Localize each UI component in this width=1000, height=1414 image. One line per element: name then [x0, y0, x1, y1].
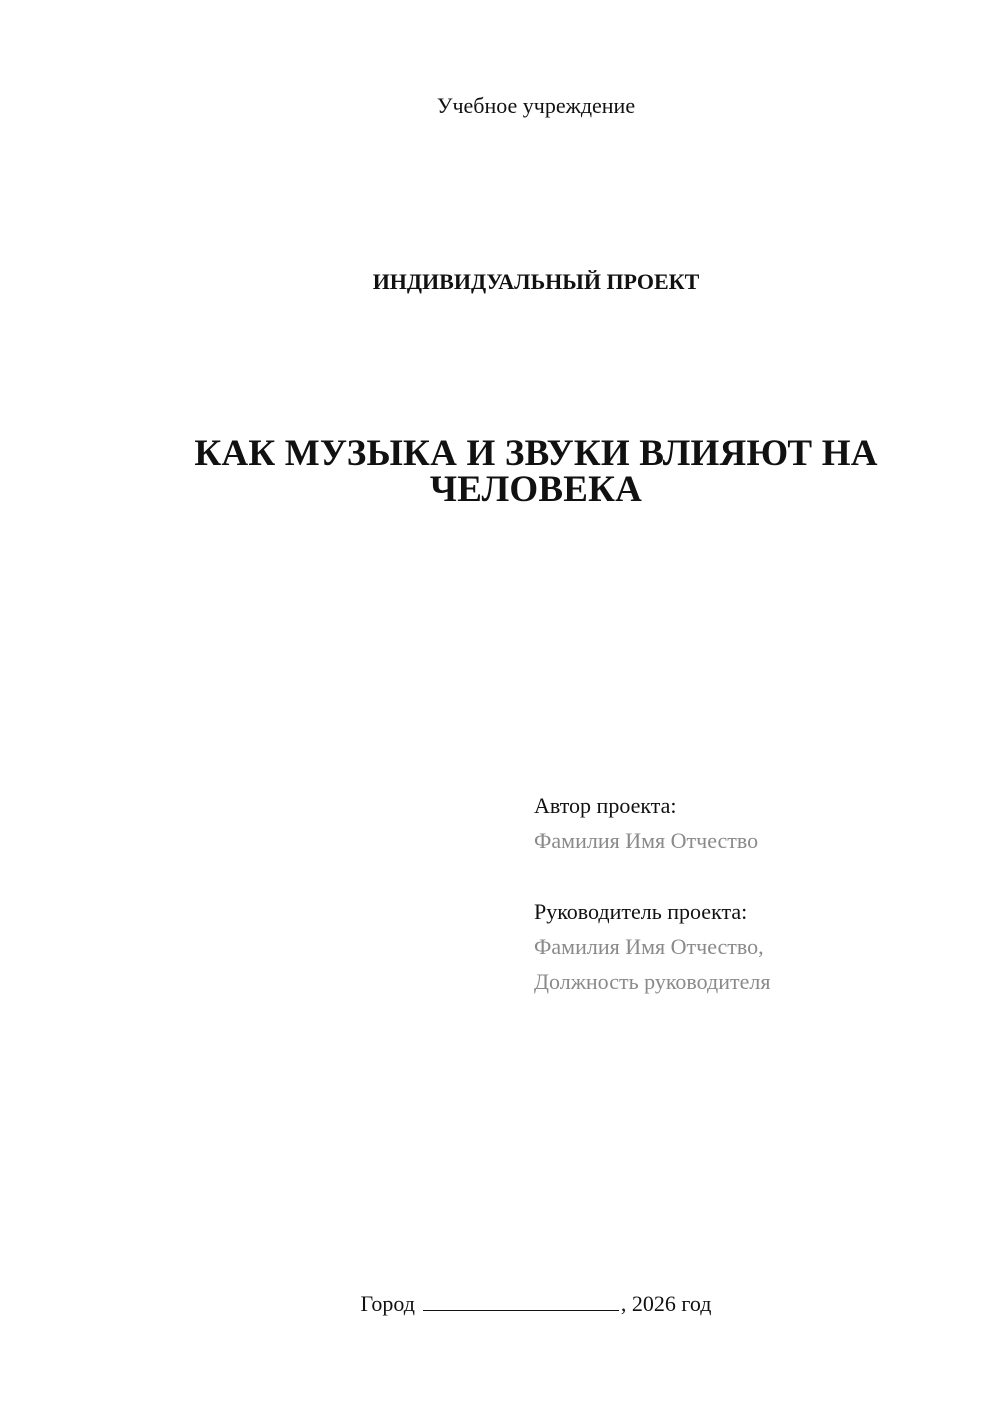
- supervisor-label: Руководитель проекта:: [534, 899, 748, 924]
- institution-name: Учебное учреждение: [436, 93, 636, 118]
- author-label: Автор проекта:: [534, 793, 677, 818]
- city-year-line: [0, 1290, 1000, 1318]
- project-type-heading: ИНДИВИДУАЛЬНЫЙ ПРОЕКТ: [372, 269, 700, 294]
- city-label: Город: [360, 1291, 415, 1316]
- city-blank-line: [423, 1290, 619, 1311]
- project-info-block: [534, 788, 974, 999]
- supervisor-position: Должность руководителя: [534, 969, 771, 994]
- info-spacer: [534, 858, 974, 894]
- year-text: , 2026 год: [620, 1291, 712, 1316]
- author-name: Фамилия Имя Отчество: [534, 828, 759, 853]
- supervisor-name: Фамилия Имя Отчество,: [534, 934, 764, 959]
- project-title-line-1: КАК МУЗЫКА И ЗВУКИ ВЛИЯЮТ НА: [194, 433, 878, 474]
- project-title: [150, 433, 922, 510]
- project-title-line-2: ЧЕЛОВЕКА: [429, 469, 643, 510]
